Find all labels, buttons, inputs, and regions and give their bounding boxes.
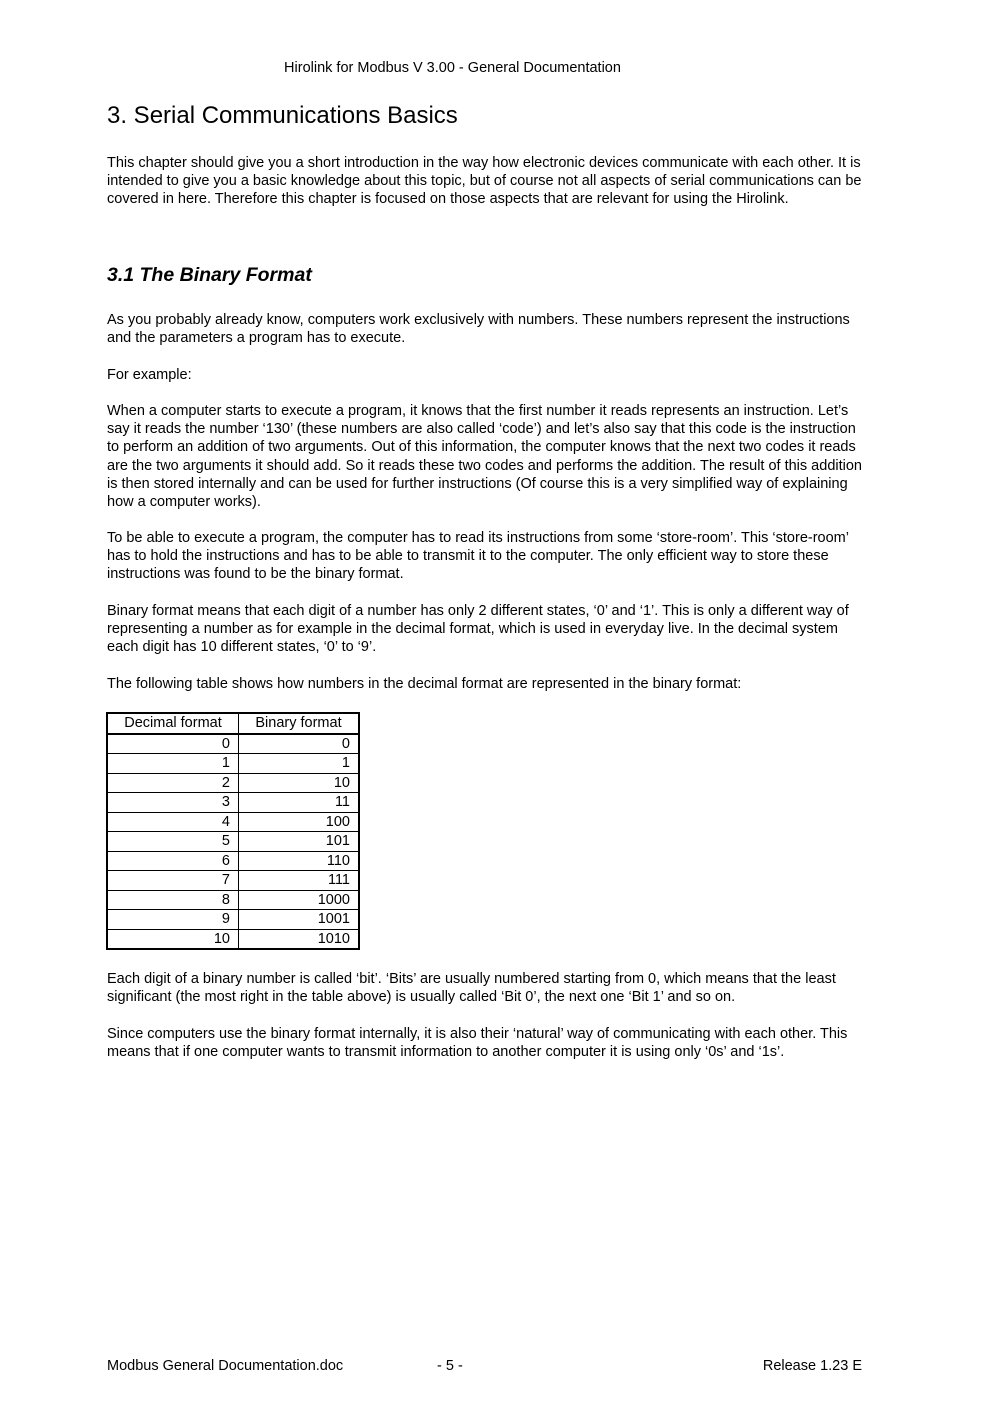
footer-page-number: - 5 - [437, 1358, 463, 1374]
decimal-cell: 0 [107, 734, 239, 754]
section-title: 3.1 The Binary Format [107, 264, 312, 286]
footer-release: Release 1.23 E [762, 1358, 862, 1374]
binary-conversion-table [106, 712, 360, 950]
binary-cell: 10 [239, 773, 360, 793]
table-row [107, 754, 359, 774]
binary-cell: 100 [239, 812, 360, 832]
table-row [107, 871, 359, 891]
body-paragraph: When a computer starts to execute a program, it knows that the first number it reads represents an instruction. Let’s say it reads the number ‘130’ (these numbers are also called ‘code’) and let’s also say that this code is the instruction to perform an addition of two arguments. Out of this information, the computer knows that the next two codes it reads are the two arguments it should add. So it reads these two codes and performs the addition. The result of this addition is then stored internally and can be used for further instructions (Of course this is a very simplified way of explaining how a computer works). [107, 403, 862, 511]
body-paragraph: The following table shows how numbers in the decimal format are represented in the binary format: [107, 676, 742, 692]
table-row [107, 734, 359, 754]
decimal-cell: 4 [107, 812, 239, 832]
column-header-decimal: Decimal format [107, 713, 239, 734]
table-header-row [107, 713, 359, 734]
body-paragraph: Since computers use the binary format internally, it is also their ‘natural’ way of communicating with each other. This means that if one computer wants to transmit information to another computer it is using only ‘0s’ and ‘1s’. [107, 1026, 848, 1061]
binary-cell: 1001 [239, 910, 360, 930]
binary-cell: 1010 [239, 929, 360, 949]
page-footer [107, 1358, 862, 1378]
binary-cell: 110 [239, 851, 360, 871]
page-header: Hirolink for Modbus V 3.00 - General Documentation [284, 60, 621, 76]
column-header-binary: Binary format [239, 713, 360, 734]
decimal-cell: 5 [107, 832, 239, 852]
binary-cell: 0 [239, 734, 360, 754]
decimal-cell: 9 [107, 910, 239, 930]
table-row [107, 832, 359, 852]
table-row [107, 910, 359, 930]
body-paragraph: To be able to execute a program, the computer has to read its instructions from some ‘store-room’. This ‘store-room’ has to hold the instructions and has to be able to transmit it to the computer. The only efficient way to store these instructions was found to be the binary format. [107, 530, 849, 583]
footer-filename: Modbus General Documentation.doc [107, 1358, 344, 1374]
decimal-cell: 8 [107, 890, 239, 910]
body-paragraph: For example: [107, 367, 192, 383]
table-row [107, 812, 359, 832]
binary-cell: 111 [239, 871, 360, 891]
table-row [107, 929, 359, 949]
decimal-cell: 6 [107, 851, 239, 871]
table-row [107, 773, 359, 793]
body-paragraph: Each digit of a binary number is called ‘bit’. ‘Bits’ are usually numbered starting from 0, which means that the least significant (the most right in the table above) is usually called ‘Bit 0’, the next one ‘Bit 1’ and so on. [107, 971, 836, 1006]
decimal-cell: 10 [107, 929, 239, 949]
decimal-cell: 7 [107, 871, 239, 891]
table-row [107, 890, 359, 910]
chapter-title: 3. Serial Communications Basics [107, 102, 458, 129]
body-paragraph: As you probably already know, computers work exclusively with numbers. These numbers represent the instructions and the parameters a program has to execute. [107, 312, 850, 347]
decimal-cell: 1 [107, 754, 239, 774]
decimal-cell: 2 [107, 773, 239, 793]
binary-cell: 101 [239, 832, 360, 852]
table-row [107, 793, 359, 813]
binary-cell: 11 [239, 793, 360, 813]
table-row [107, 851, 359, 871]
chapter-intro-paragraph: This chapter should give you a short introduction in the way how electronic devices communicate with each other. It is intended to give you a basic knowledge about this topic, but of course not all aspects of serial communications can be covered in here. Therefore this chapter is focused on those aspects that are relevant for using the Hirolink. [107, 155, 862, 208]
binary-cell: 1000 [239, 890, 360, 910]
decimal-cell: 3 [107, 793, 239, 813]
binary-cell: 1 [239, 754, 360, 774]
body-paragraph: Binary format means that each digit of a number has only 2 different states, ‘0’ and ‘1’. This is only a different way of representing a number as for example in the decimal format, which is used in everyday live. In the decimal system each digit has 10 different states, ‘0’ to ‘9’. [107, 603, 849, 656]
